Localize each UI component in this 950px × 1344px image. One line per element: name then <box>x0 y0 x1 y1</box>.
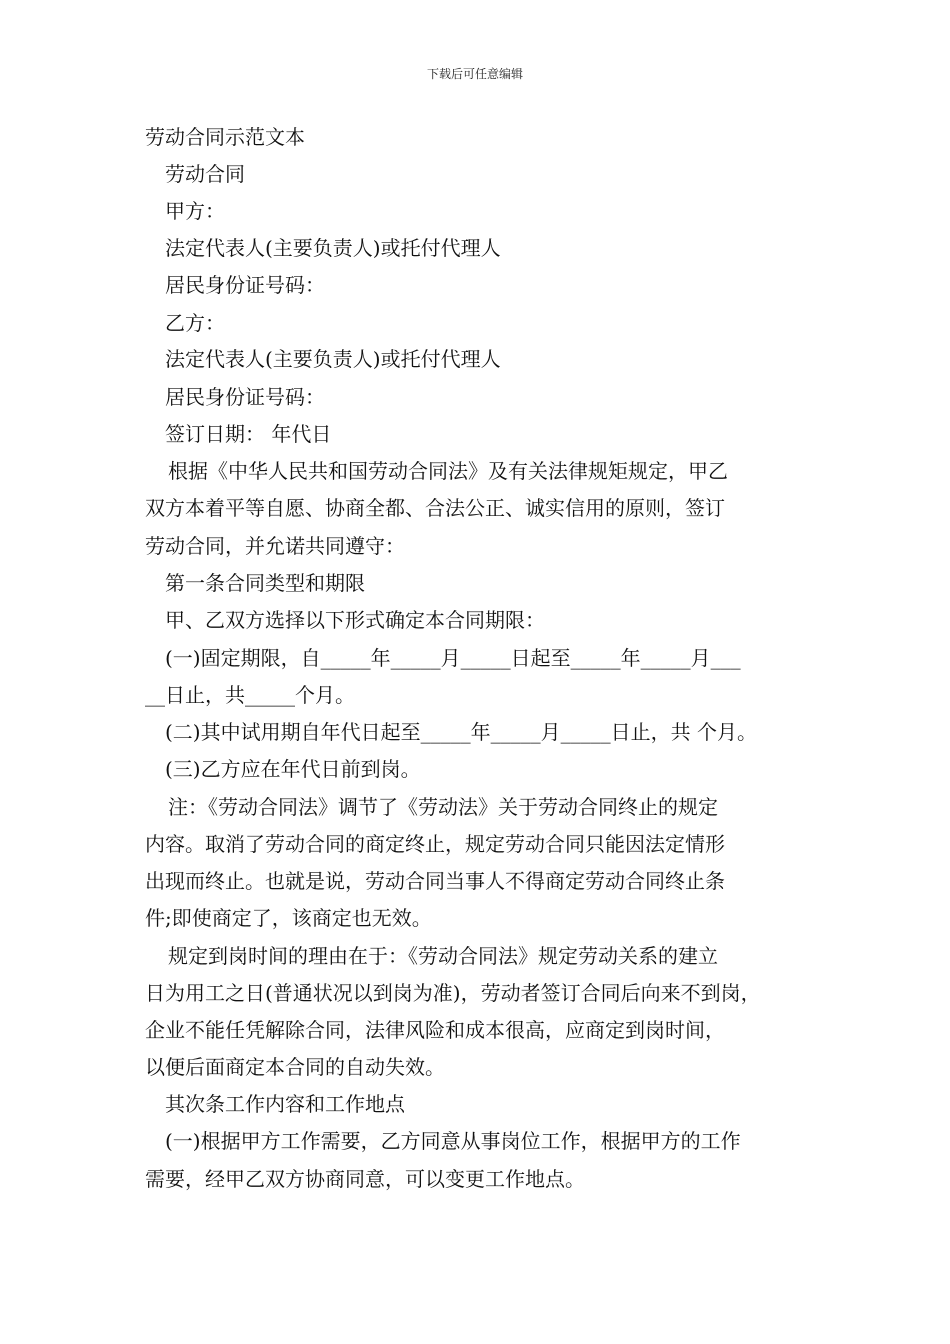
note-paragraph-line: 内容。取消了劳动合同的商定终止，规定劳动合同只能因法定情形 <box>145 832 725 856</box>
preamble-line: 双方本着平等自愿、协商全都、合法公正、诚实信用的原则，签订 <box>145 496 725 520</box>
probation-clause: (二)其中试用期自年代日起至_____年_____月_____日止，共 个月。 <box>165 720 757 744</box>
party-b-id-label: 居民身份证号码： <box>165 385 325 409</box>
page-header-note: 下载后可任意编辑 <box>426 67 523 81</box>
party-b-representative-label: 法定代表人(主要负责人)或托付代理人 <box>165 347 501 371</box>
article-1-heading: 第一条合同类型和期限 <box>165 571 365 595</box>
preamble-line: 劳动合同，并允诺共同遵守： <box>145 534 405 558</box>
note-paragraph-line: 件;即使商定了，该商定也无效。 <box>145 906 432 930</box>
party-a-id-label: 居民身份证号码： <box>165 273 325 297</box>
start-date-clause: (三)乙方应在年代日前到岗。 <box>165 757 421 781</box>
note-paragraph-line: 注：《劳动合同法》调节了《劳动法》关于劳动合同终止的规定 <box>168 795 718 819</box>
party-a-label: 甲方： <box>165 199 225 223</box>
signing-date-label: 签订日期： 年代日 <box>165 422 332 446</box>
reason-paragraph-line: 以便后面商定本合同的自动失效。 <box>145 1055 445 1079</box>
fixed-term-clause-continued: __日止，共_____个月。 <box>145 683 355 707</box>
party-b-label: 乙方： <box>165 311 225 335</box>
work-content-clause: (一)根据甲方工作需要，乙方同意从事岗位工作，根据甲方的工作 <box>165 1129 741 1153</box>
reason-paragraph-line: 企业不能任凭解除合同，法律风险和成本很高，应商定到岗时间， <box>145 1018 725 1042</box>
document-title: 劳动合同示范文本 <box>145 125 305 149</box>
work-content-clause-continued: 需要，经甲乙双方协商同意，可以变更工作地点。 <box>145 1167 585 1191</box>
fixed-term-clause: (一)固定期限，自_____年_____月_____日起至_____年_____月___ <box>165 646 741 670</box>
article-1-intro: 甲、乙双方选择以下形式确定本合同期限： <box>165 608 545 632</box>
reason-paragraph-line: 日为用工之日(普通状况以到岗为准)，劳动者签订合同后向来不到岗， <box>145 981 761 1005</box>
preamble-line: 根据《中华人民共和国劳动合同法》及有关法律规矩规定，甲乙 <box>168 459 728 483</box>
contract-heading: 劳动合同 <box>165 162 245 186</box>
article-2-heading: 其次条工作内容和工作地点 <box>165 1092 405 1116</box>
note-paragraph-line: 出现而终止。也就是说，劳动合同当事人不得商定劳动合同终止条 <box>145 869 725 893</box>
reason-paragraph-line: 规定到岗时间的理由在于：《劳动合同法》规定劳动关系的建立 <box>168 944 718 968</box>
party-a-representative-label: 法定代表人(主要负责人)或托付代理人 <box>165 236 501 260</box>
